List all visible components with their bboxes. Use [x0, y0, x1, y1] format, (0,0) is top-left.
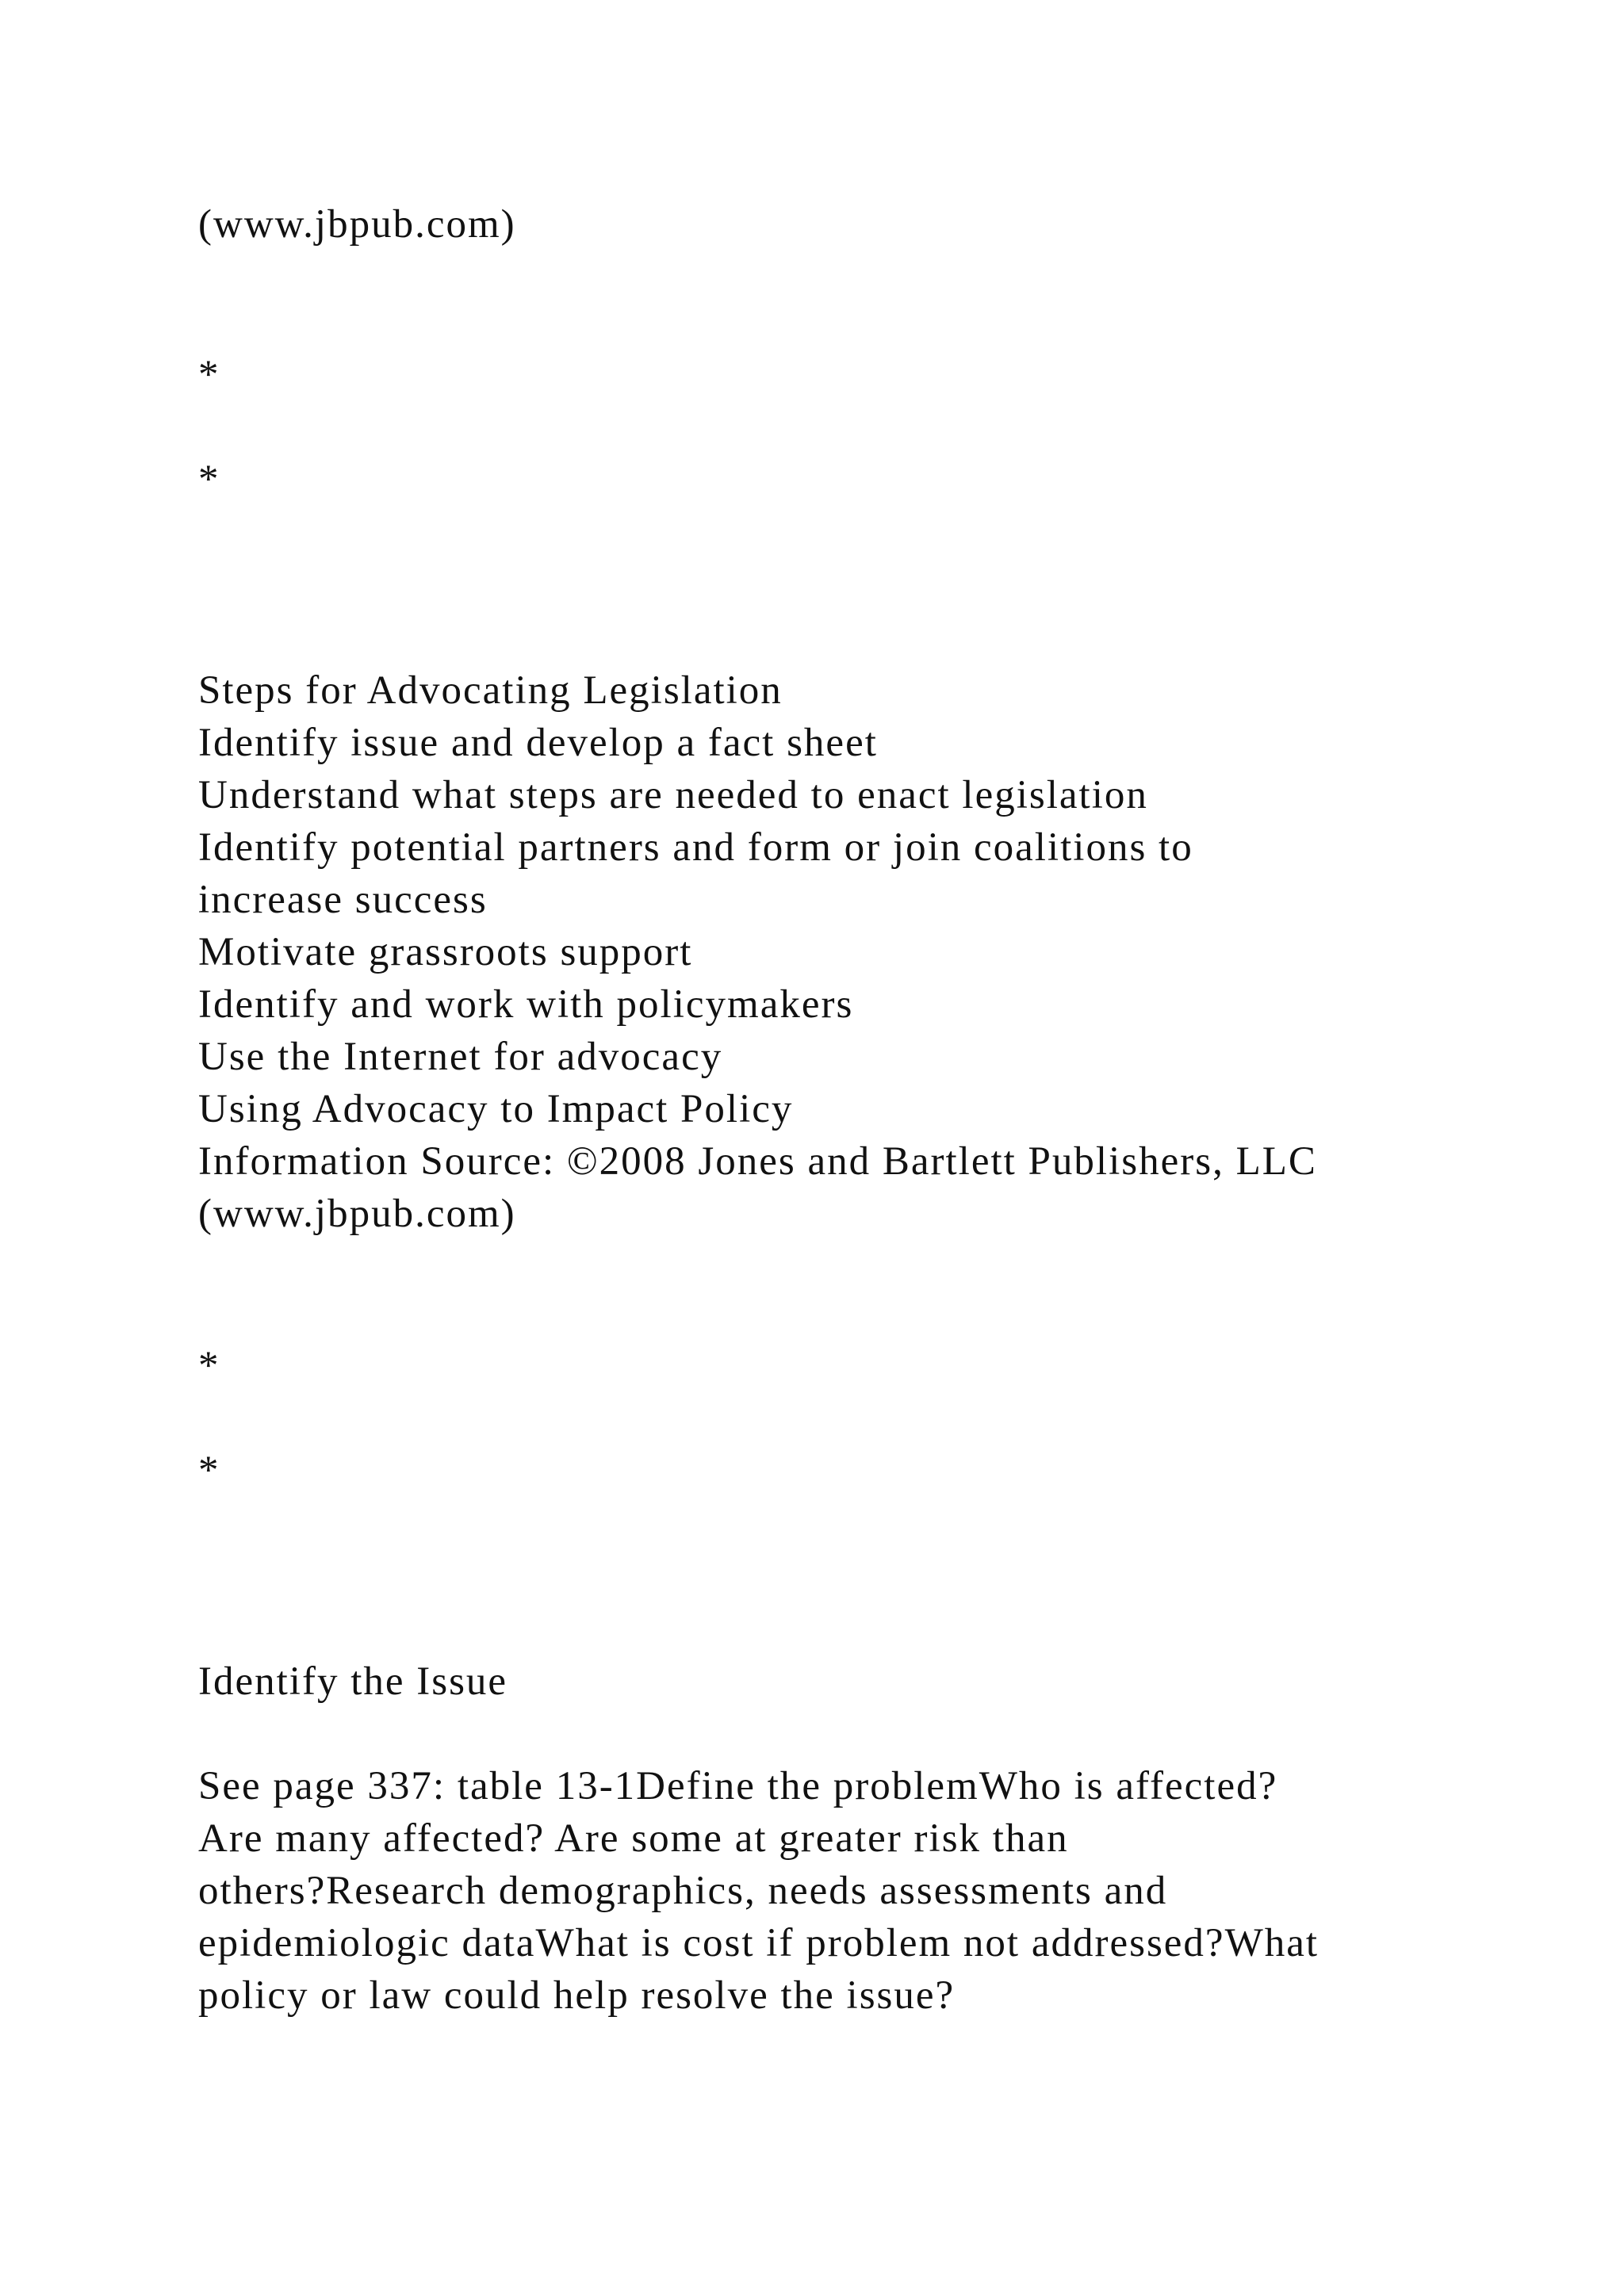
list-item: Understand what steps are needed to enact legislation	[198, 773, 1148, 817]
list-item: Use the Internet for advocacy	[198, 1035, 723, 1079]
body-line: See page 337: table 13-1Define the problemWho is affected?	[198, 1764, 1278, 1808]
source-line: (www.jbpub.com)	[198, 1192, 516, 1236]
separator-star: *	[198, 353, 220, 397]
body-line: Are many affected? Are some at greater risk than	[198, 1816, 1069, 1861]
top-source-text: (www.jbpub.com)	[198, 202, 516, 247]
separator-star: *	[198, 457, 220, 502]
separator-star: *	[198, 1344, 220, 1388]
list-item: increase success	[198, 878, 488, 922]
list-item: Using Advocacy to Impact Policy	[198, 1087, 794, 1131]
body-line: policy or law could help resolve the issue?	[198, 1973, 956, 2018]
list-item: Identify and work with policymakers	[198, 982, 854, 1027]
list-item: Identify issue and develop a fact sheet	[198, 721, 878, 765]
separator-star: *	[198, 1448, 220, 1493]
list-item: Identify potential partners and form or join coalitions to	[198, 825, 1193, 870]
list-item: Motivate grassroots support	[198, 930, 693, 974]
slide-title: Identify the Issue	[198, 1659, 508, 1704]
body-line: epidemiologic dataWhat is cost if problem not addressed?What	[198, 1921, 1320, 1965]
body-line: others?Research demographics, needs assessments and	[198, 1869, 1168, 1913]
slide-title: Steps for Advocating Legislation	[198, 668, 783, 713]
source-line: Information Source: ©2008 Jones and Bartlett Publishers, LLC	[198, 1139, 1317, 1184]
